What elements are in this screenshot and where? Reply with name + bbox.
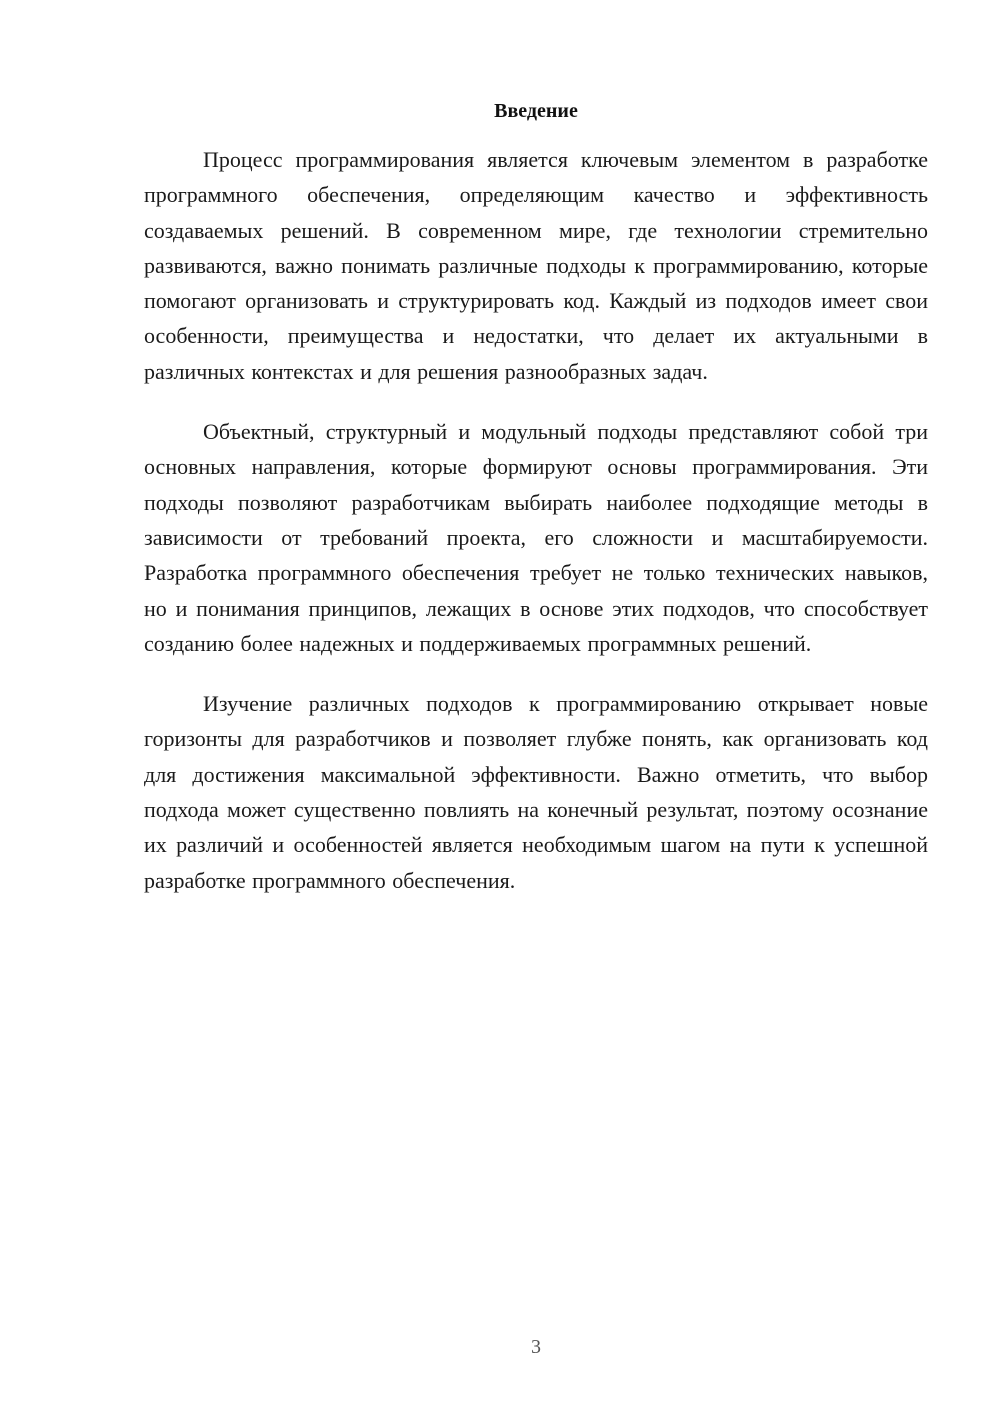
paragraph-2: Объектный, структурный и модульный подходы представляют собой три основных направления, которые формируют основы программирования. Эти подходы позволяют разработчикам выбирать наиболее подходящие методы в зависимости от требований проекта, его сложности и масштабируемости. Разработка программного обеспечения требует не только технических навыков, но и понимания принципов, лежащих в основе этих подходов, что способствует созданию более надежных и поддерживаемых программных решений.	[144, 419, 928, 656]
section-heading: Введение	[494, 100, 578, 122]
page-number: 3	[531, 1336, 541, 1358]
paragraph-3: Изучение различных подходов к программированию открывает новые горизонты для разработчиков и позволяет глубже понять, как организовать код для достижения максимальной эффективности. Важно отметить, что выбор подхода может существенно повлиять на конечный результат, поэтому осознание их различий и особенностей является необходимым шагом на пути к успешной разработке программного обеспечения.	[144, 691, 928, 893]
paragraph-1: Процесс программирования является ключевым элементом в разработке программного обеспечения, определяющим качество и эффективность создаваемых решений. В современном мире, где технологии стремительно развиваются, важно понимать различные подходы к программированию, которые помогают организовать и структурировать код. Каждый из подходов имеет свои особенности, преимущества и недостатки, что делает их актуальными в различных контекстах и для решения разнообразных задач.	[144, 147, 928, 384]
body-text	[144, 142, 928, 923]
